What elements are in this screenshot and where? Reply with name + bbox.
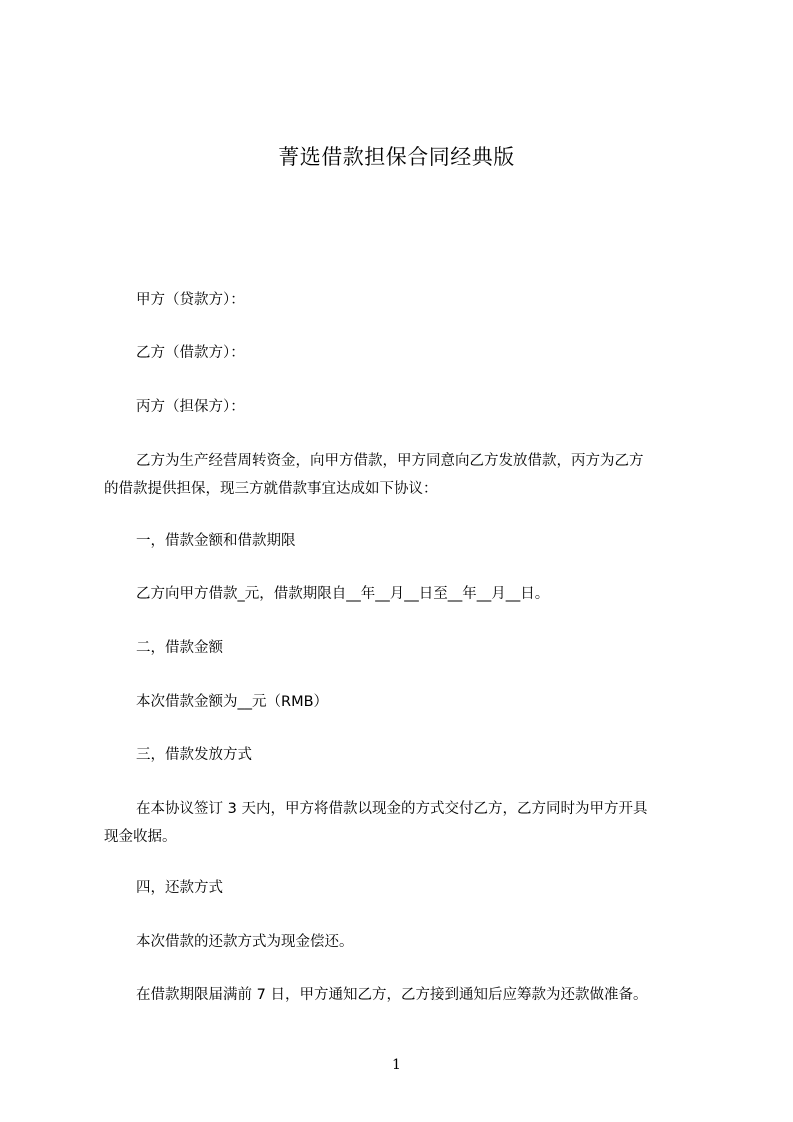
section-2-body: 本次借款金额为__元（RMB） xyxy=(136,694,329,710)
section-4-body-line-1: 本次借款的还款方式为现金偿还。 xyxy=(136,934,354,950)
party-b-line: 乙方（借款方）： xyxy=(136,345,245,361)
section-1-heading: 一，借款金额和借款期限 xyxy=(136,533,296,549)
page-number: 1 xyxy=(392,1057,401,1073)
party-a-line: 甲方（贷款方）： xyxy=(136,292,245,308)
party-c-line: 丙方（担保方）： xyxy=(136,399,245,415)
intro-line-1: 乙方为生产经营周转资金，向甲方借款，甲方同意向乙方发放借款，丙方为乙方 xyxy=(136,453,644,469)
section-4-heading: 四，还款方式 xyxy=(136,880,223,896)
document-title: 菁选借款担保合同经典版 xyxy=(278,145,515,169)
section-3-body-line-2: 现金收据。 xyxy=(104,829,177,845)
section-4-body-line-2: 在借款期限届满前 7 日，甲方通知乙方，乙方接到通知后应筹款为还款做准备。 xyxy=(136,987,648,1003)
intro-line-2: 的借款提供担保，现三方就借款事宜达成如下协议： xyxy=(104,481,438,497)
section-2-heading: 二，借款金额 xyxy=(136,640,223,656)
section-3-heading: 三，借款发放方式 xyxy=(136,747,252,763)
section-1-body: 乙方向甲方借款_元，借款期限自__年__月__日至__年__月__日。 xyxy=(136,586,550,602)
section-3-body-line-1: 在本协议签订 3 天内，甲方将借款以现金的方式交付乙方，乙方同时为甲方开具 xyxy=(136,801,648,817)
